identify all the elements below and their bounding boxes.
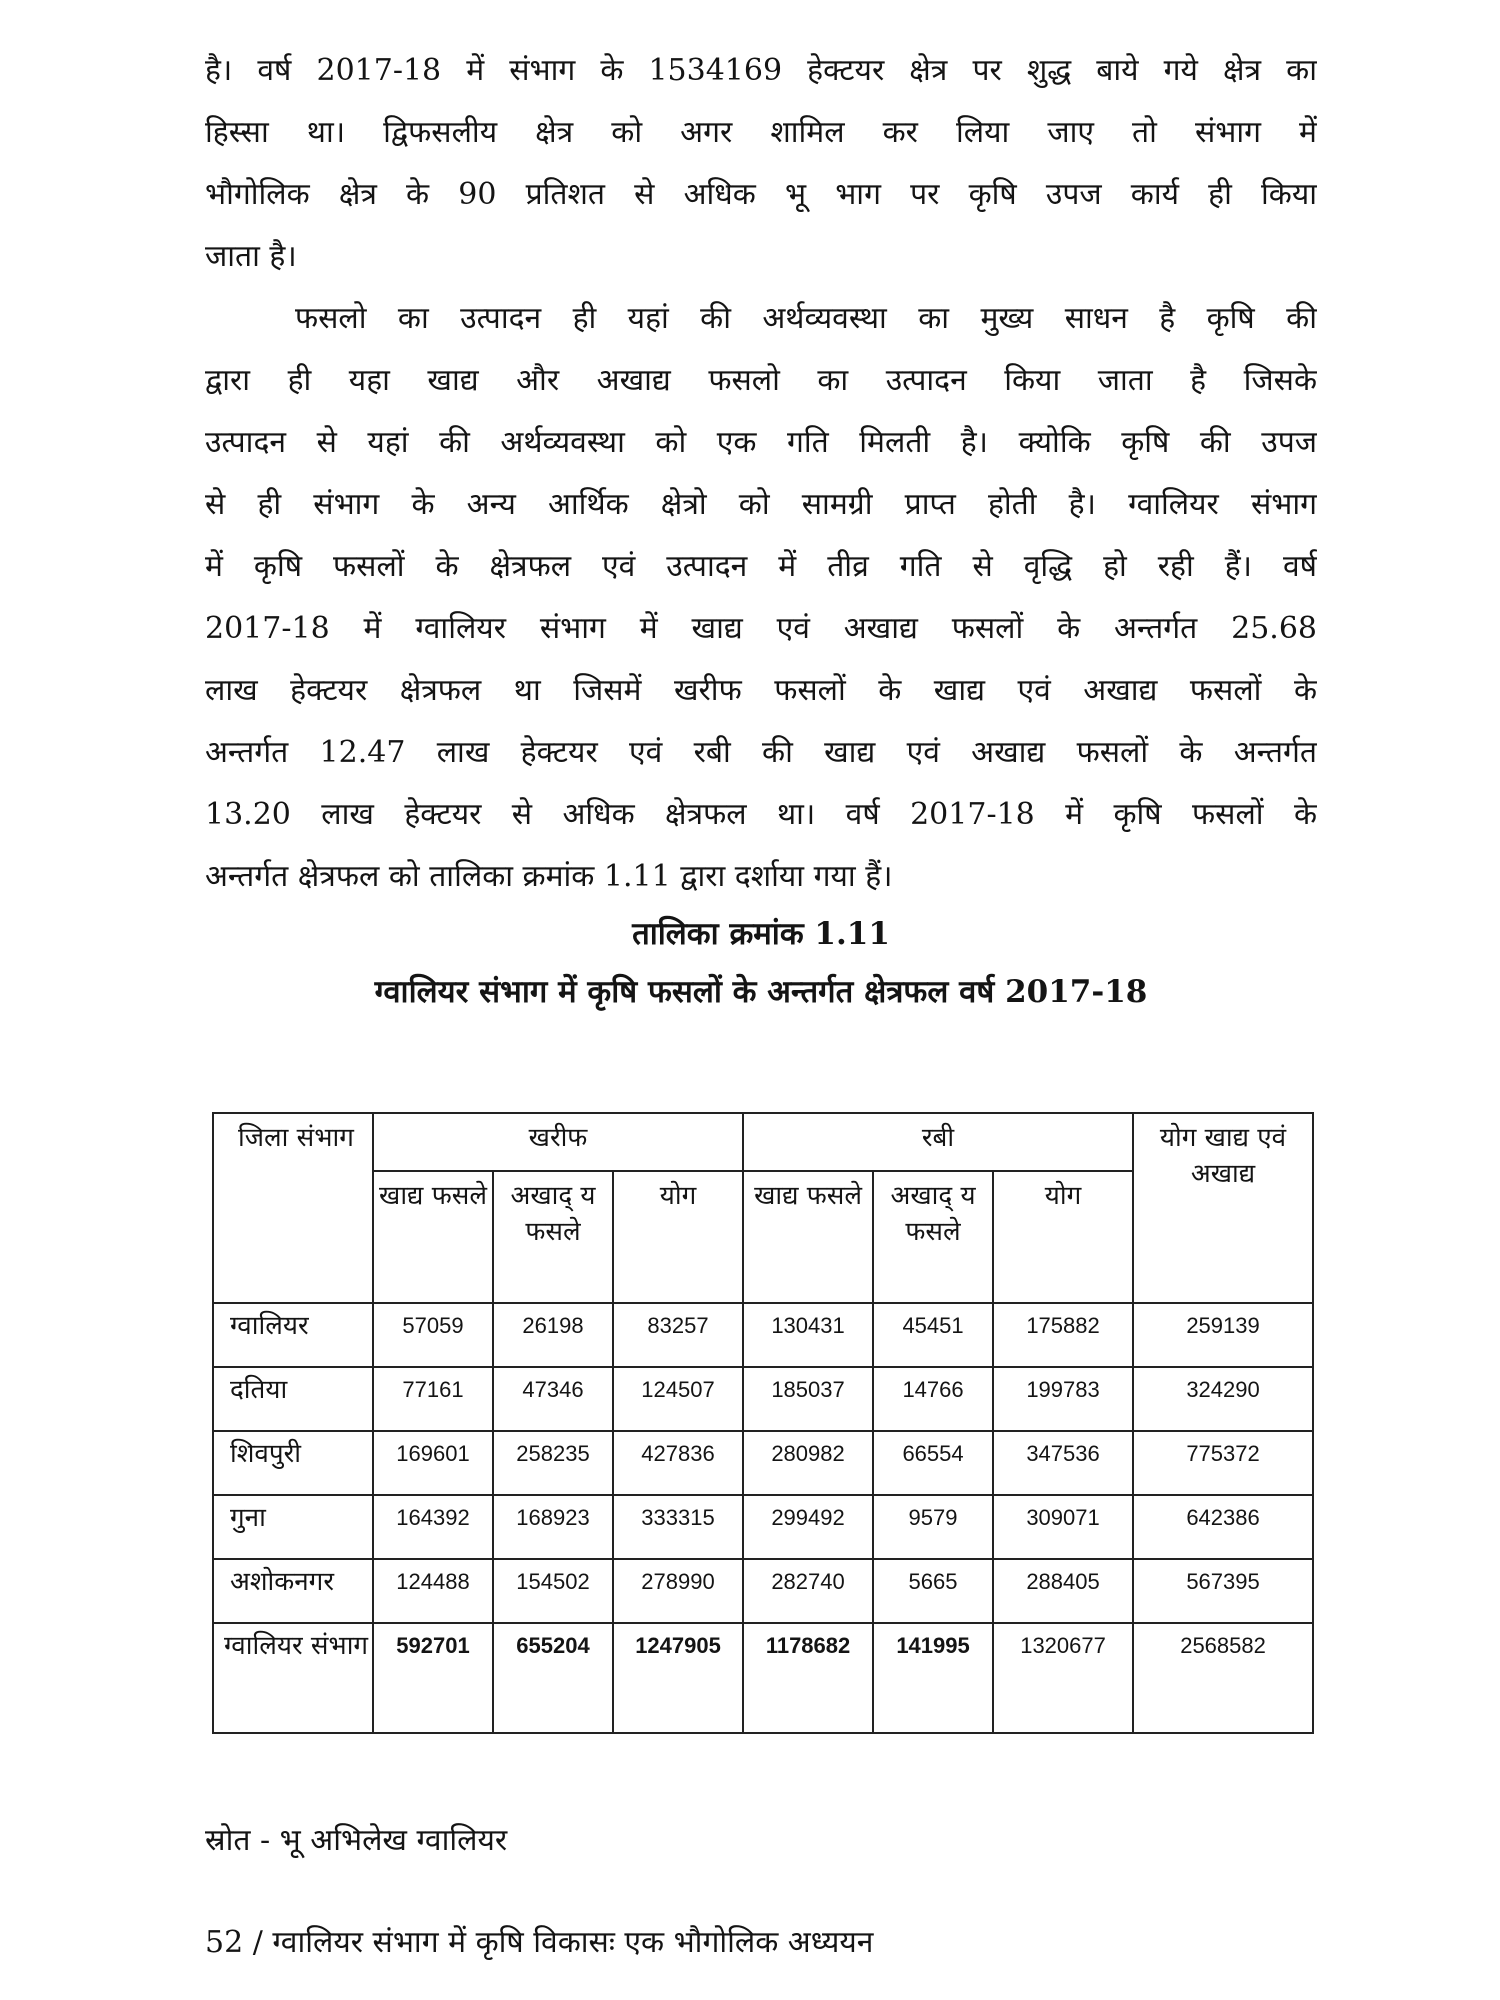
value-cell: 199783 — [993, 1367, 1133, 1431]
value-cell: 164392 — [373, 1495, 493, 1559]
source-note: स्रोत - भू अभिलेख ग्वालियर — [205, 1823, 508, 1858]
value-cell: 299492 — [743, 1495, 873, 1559]
col-kharif-nonfood: अखाद् य फसले — [493, 1171, 613, 1303]
district-cell: दतिया — [213, 1367, 373, 1431]
text-line: उत्पादन से यहां की अर्थव्यवस्था को एक गति मिलती है। क्योकि कृषि की उपज — [205, 425, 1317, 460]
text-line: हिस्सा था। द्विफसलीय क्षेत्र को अगर शामिल कर लिया जाए तो संभाग में — [205, 115, 1317, 150]
text-line: फसलो का उत्पादन ही यहां की अर्थव्यवस्था का मुख्य साधन है कृषि की — [295, 301, 1317, 336]
total-value-cell: 592701 — [373, 1623, 493, 1733]
table-row — [213, 1303, 1313, 1367]
value-cell: 45451 — [873, 1303, 993, 1367]
text-line: 2017-18 में ग्वालियर संभाग में खाद्य एवं अखाद्य फसलों के अन्तर्गत 25.68 — [205, 611, 1317, 646]
table-row — [213, 1431, 1313, 1495]
value-cell: 14766 — [873, 1367, 993, 1431]
value-cell: 347536 — [993, 1431, 1133, 1495]
col-rabi-nonfood: अखाद् य फसले — [873, 1171, 993, 1303]
crop-area-table — [212, 1112, 1314, 1734]
value-cell: 567395 — [1133, 1559, 1313, 1623]
col-district: जिला संभाग — [213, 1113, 373, 1303]
text-line: लाख हेक्टयर क्षेत्रफल था जिसमें खरीफ फसलों के खाद्य एवं अखाद्य फसलों के — [205, 673, 1317, 708]
total-value-cell: 1247905 — [613, 1623, 743, 1733]
table-row — [213, 1367, 1313, 1431]
text-line: 13.20 लाख हेक्टयर से अधिक क्षेत्रफल था। वर्ष 2017-18 में कृषि फसलों के — [205, 797, 1317, 832]
table-total-row — [213, 1623, 1313, 1733]
value-cell: 130431 — [743, 1303, 873, 1367]
text-line: अन्तर्गत 12.47 लाख हेक्टयर एवं रबी की खाद्य एवं अखाद्य फसलों के अन्तर्गत — [205, 735, 1317, 770]
value-cell: 124507 — [613, 1367, 743, 1431]
value-cell: 47346 — [493, 1367, 613, 1431]
text-line: है। वर्ष 2017-18 में संभाग के 1534169 हेक्टयर क्षेत्र पर शुद्ध बाये गये क्षेत्र का — [205, 53, 1317, 88]
value-cell: 83257 — [613, 1303, 743, 1367]
body-text — [205, 40, 1317, 908]
value-cell: 26198 — [493, 1303, 613, 1367]
value-cell: 169601 — [373, 1431, 493, 1495]
page-footer: 52 / ग्वालियर संभाग में कृषि विकासः एक भौगोलिक अध्ययन — [205, 1925, 874, 1960]
value-cell: 775372 — [1133, 1431, 1313, 1495]
total-value-cell: 141995 — [873, 1623, 993, 1733]
value-cell: 175882 — [993, 1303, 1133, 1367]
table-row — [213, 1495, 1313, 1559]
text-line: भौगोलिक क्षेत्र के 90 प्रतिशत से अधिक भू भाग पर कृषि उपज कार्य ही किया — [205, 177, 1317, 212]
value-cell: 77161 — [373, 1367, 493, 1431]
table-row — [213, 1559, 1313, 1623]
value-cell: 168923 — [493, 1495, 613, 1559]
value-cell: 5665 — [873, 1559, 993, 1623]
value-cell: 280982 — [743, 1431, 873, 1495]
value-cell: 427836 — [613, 1431, 743, 1495]
value-cell: 258235 — [493, 1431, 613, 1495]
group-kharif: खरीफ — [373, 1113, 743, 1171]
text-line: जाता है। — [205, 239, 297, 274]
text-line: से ही संभाग के अन्य आर्थिक क्षेत्रो को सामग्री प्राप्त होती है। ग्वालियर संभाग — [205, 487, 1317, 522]
district-cell-total: ग्वालियर संभाग — [213, 1623, 373, 1733]
text-line: में कृषि फसलों के क्षेत्रफल एवं उत्पादन में तीव्र गति से वृद्धि हो रही हैं। वर्ष — [205, 549, 1317, 584]
col-total-all: योग खाद्य एवं अखाद्य — [1133, 1113, 1313, 1303]
value-cell: 9579 — [873, 1495, 993, 1559]
col-rabi-total: योग — [993, 1171, 1133, 1303]
district-cell: शिवपुरी — [213, 1431, 373, 1495]
value-cell: 278990 — [613, 1559, 743, 1623]
table-title: तालिका क्रमांक 1.11 — [632, 916, 890, 952]
value-cell: 185037 — [743, 1367, 873, 1431]
value-cell: 333315 — [613, 1495, 743, 1559]
value-cell: 66554 — [873, 1431, 993, 1495]
value-cell: 288405 — [993, 1559, 1133, 1623]
group-rabi: रबी — [743, 1113, 1133, 1171]
value-cell: 642386 — [1133, 1495, 1313, 1559]
district-cell: गुना — [213, 1495, 373, 1559]
total-value-cell: 1178682 — [743, 1623, 873, 1733]
value-cell: 282740 — [743, 1559, 873, 1623]
value-cell: 124488 — [373, 1559, 493, 1623]
col-rabi-food: खाद्य फसले — [743, 1171, 873, 1303]
col-kharif-total: योग — [613, 1171, 743, 1303]
value-cell: 57059 — [373, 1303, 493, 1367]
value-cell: 324290 — [1133, 1367, 1313, 1431]
text-line: अन्तर्गत क्षेत्रफल को तालिका क्रमांक 1.11 द्वारा दर्शाया गया हैं। — [205, 859, 893, 894]
text-line: द्वारा ही यहा खाद्य और अखाद्य फसलो का उत्पादन किया जाता है जिसके — [205, 363, 1317, 398]
value-cell: 309071 — [993, 1495, 1133, 1559]
value-cell: 259139 — [1133, 1303, 1313, 1367]
col-kharif-food: खाद्य फसले — [373, 1171, 493, 1303]
district-cell: ग्वालियर — [213, 1303, 373, 1367]
value-cell: 154502 — [493, 1559, 613, 1623]
total-value-cell: 655204 — [493, 1623, 613, 1733]
district-cell: अशोकनगर — [213, 1559, 373, 1623]
total-value-cell: 1320677 — [993, 1623, 1133, 1733]
total-value-cell: 2568582 — [1133, 1623, 1313, 1733]
table-subtitle: ग्वालियर संभाग में कृषि फसलों के अन्तर्गत क्षेत्रफल वर्ष 2017-18 — [374, 974, 1148, 1010]
table-header-row — [213, 1113, 1313, 1171]
